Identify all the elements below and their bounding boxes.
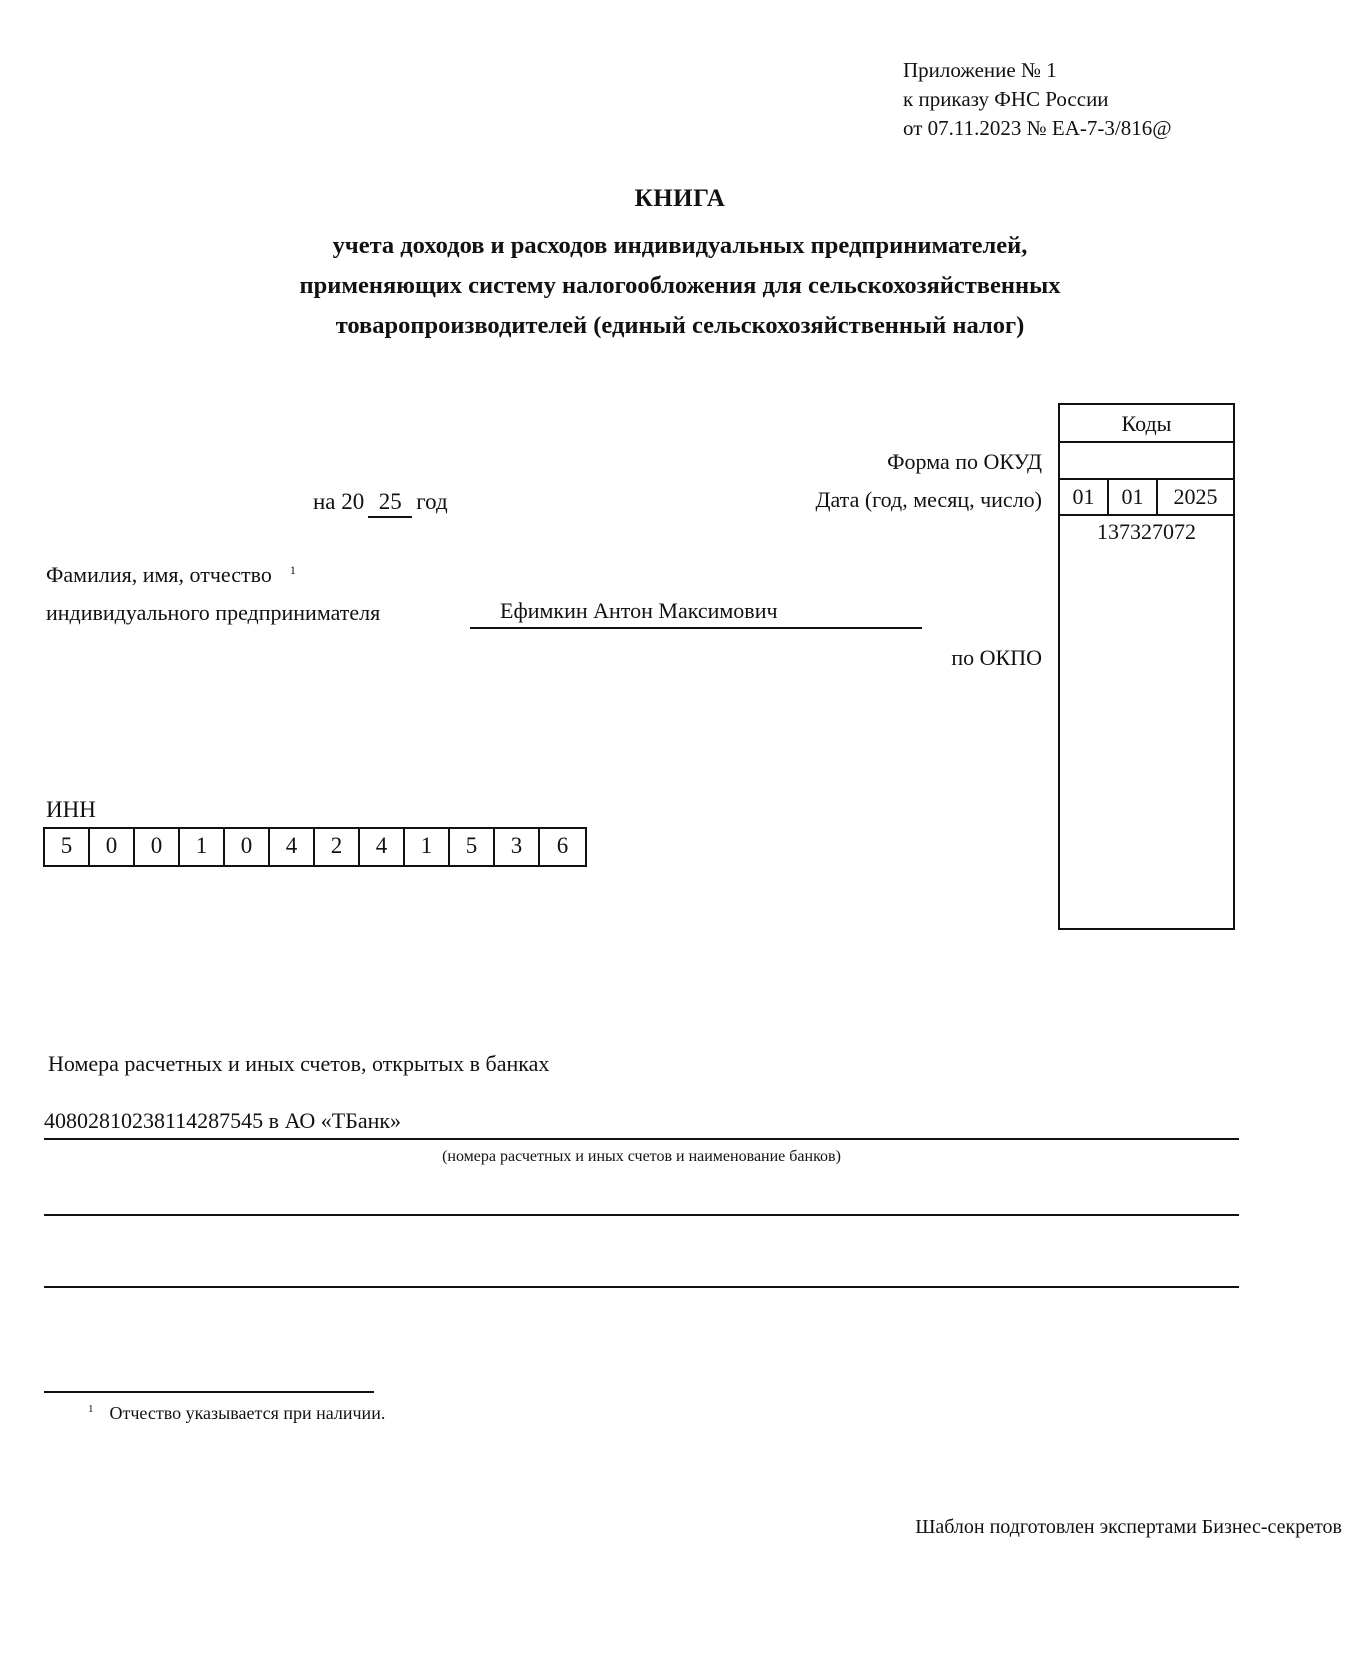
inn-digit-cell[interactable]: 4 bbox=[360, 829, 405, 865]
inn-digit-cell[interactable]: 0 bbox=[90, 829, 135, 865]
inn-label: ИНН bbox=[46, 797, 96, 822]
inn-digit-cell[interactable]: 5 bbox=[45, 829, 90, 865]
fio-footnote-marker: 1 bbox=[289, 562, 296, 577]
year-value[interactable]: 25 bbox=[368, 489, 412, 518]
codes-okud-cell[interactable] bbox=[1060, 443, 1233, 480]
subtitle-line-2: применяющих систему налогообложения для сельскохозяйственных bbox=[299, 272, 1061, 299]
label-date: Дата (год, месяц, число) bbox=[815, 487, 1042, 512]
document-subtitle bbox=[0, 226, 1360, 346]
inn-digit-cell[interactable]: 0 bbox=[135, 829, 180, 865]
template-credit: Шаблон подготовлен экспертами Бизнес-секретов bbox=[915, 1516, 1342, 1538]
year-line bbox=[313, 489, 448, 518]
inn-digit-cell[interactable]: 3 bbox=[495, 829, 540, 865]
subtitle-line-1: учета доходов и расходов индивидуальных предпринимателей, bbox=[332, 232, 1028, 259]
codes-table-header: Коды bbox=[1060, 405, 1233, 443]
codes-table bbox=[1058, 403, 1235, 930]
codes-date-month[interactable]: 01 bbox=[1109, 480, 1158, 514]
inn-digit-grid[interactable] bbox=[43, 827, 587, 867]
footnote-marker: 1 bbox=[88, 1403, 94, 1415]
year-prefix: на 20 bbox=[313, 489, 365, 514]
appendix-line-1: Приложение № 1 bbox=[903, 58, 1057, 82]
inn-digit-cell[interactable]: 1 bbox=[180, 829, 225, 865]
inn-digit-cell[interactable]: 1 bbox=[405, 829, 450, 865]
inn-digit-cell[interactable]: 0 bbox=[225, 829, 270, 865]
fio-label-line-2: индивидуального предпринимателя bbox=[46, 600, 381, 625]
bank-accounts-caption: (номера расчетных и иных счетов и наименование банков) bbox=[442, 1148, 841, 1165]
fio-label-line-1 bbox=[46, 562, 296, 588]
appendix-line-3: от 07.11.2023 № ЕА-7-3/816@ bbox=[903, 116, 1172, 140]
appendix-line-2: к приказу ФНС России bbox=[903, 87, 1109, 111]
label-okud: Форма по ОКУД bbox=[887, 449, 1042, 474]
footnote-text: Отчество указывается при наличии. bbox=[109, 1403, 386, 1423]
footnote bbox=[88, 1403, 385, 1424]
inn-digit-cell[interactable]: 6 bbox=[556, 833, 569, 858]
codes-okpo-cell[interactable]: 137327072 bbox=[1097, 519, 1196, 544]
inn-digit-cell[interactable]: 2 bbox=[315, 829, 360, 865]
bank-accounts-value[interactable]: 40802810238114287545 в АО «ТБанк» bbox=[44, 1108, 1239, 1140]
inn-digit-cell[interactable]: 4 bbox=[270, 829, 315, 865]
document-title: КНИГА bbox=[634, 185, 726, 212]
bank-accounts-blank-line-2[interactable] bbox=[44, 1286, 1239, 1288]
bank-accounts-blank-line-1[interactable] bbox=[44, 1214, 1239, 1216]
codes-date-row bbox=[1060, 480, 1233, 516]
year-suffix: год bbox=[416, 489, 448, 514]
appendix-reference bbox=[903, 56, 1172, 143]
label-okpo: по ОКПО bbox=[951, 645, 1042, 670]
codes-date-year[interactable]: 2025 bbox=[1173, 484, 1218, 509]
fio-value-field[interactable]: Ефимкин Антон Максимович bbox=[470, 598, 922, 629]
footnote-divider bbox=[44, 1391, 374, 1393]
fio-label-text: Фамилия, имя, отчество bbox=[46, 562, 272, 587]
inn-digit-cell[interactable]: 5 bbox=[450, 829, 495, 865]
codes-date-day[interactable]: 01 bbox=[1060, 480, 1109, 514]
subtitle-line-3: товаропроизводителей (единый сельскохозяйственный налог) bbox=[335, 312, 1025, 339]
bank-accounts-title: Номера расчетных и иных счетов, открытых в банках bbox=[48, 1051, 550, 1076]
